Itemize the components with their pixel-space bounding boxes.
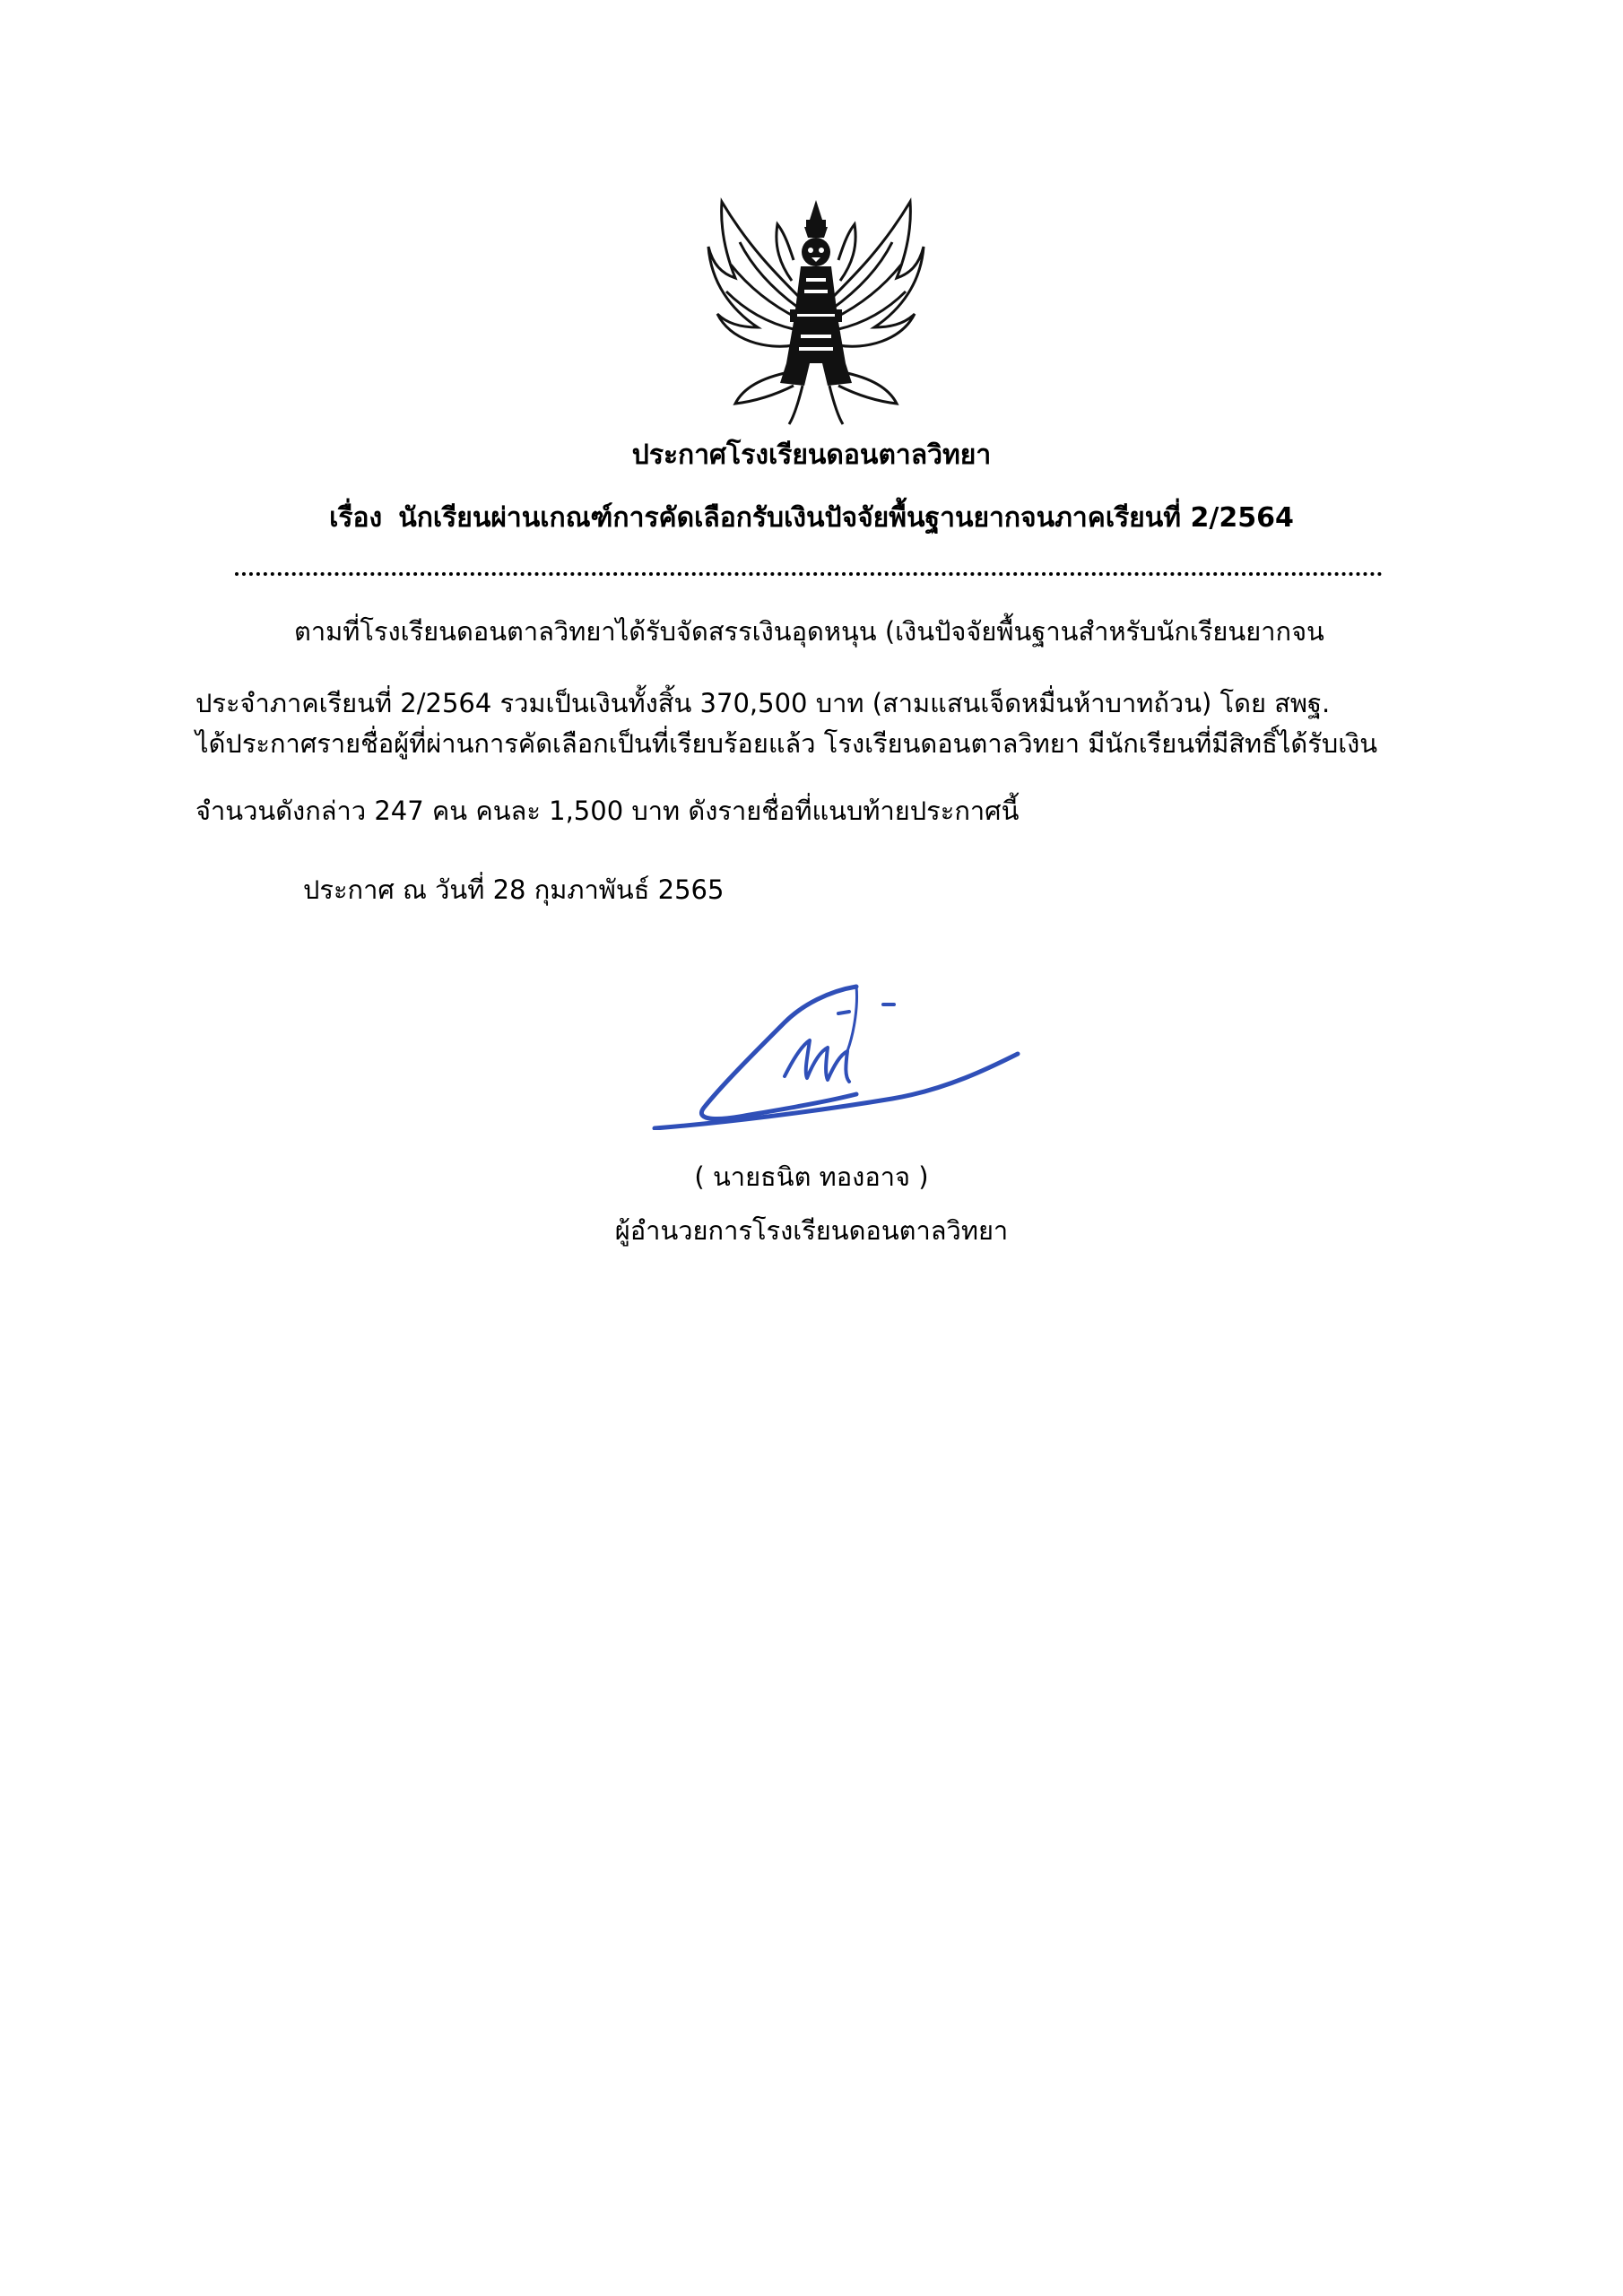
announcement-subject xyxy=(0,499,1623,538)
body-line-1: ตามที่โรงเรียนดอนตาลวิทยาได้รับจัดสรรเงินอุดหนุน (เงินปัจจัยพื้นฐานสำหรับนักเรียนยากจน xyxy=(294,616,1324,647)
subject-text: นักเรียนผ่านเกณฑ์การคัดเลือกรับเงินปัจจัยพื้นฐานยากจนภาคเรียนที่ 2/2564 xyxy=(398,502,1294,534)
announcement-title: ประกาศโรงเรียนดอนตาลวิทยา xyxy=(631,439,992,471)
body-line-3: ได้ประกาศรายชื่อผู้ที่ผ่านการคัดเลือกเป็นที่เรียบร้อยแล้ว โรงเรียนดอนตาลวิทยา มีนักเรียนที่มีสิทธิ์ได้รับเงิน xyxy=(195,728,1378,759)
body-line-4: จำนวนดังกล่าว 247 คน คนละ 1,500 บาท ดังรายชื่อที่แนบท้ายประกาศนี้ xyxy=(195,796,1020,826)
announcement-date: ประกาศ ณ วันที่ 28 กุมภาพันธ์ 2565 xyxy=(303,874,725,905)
signature-image xyxy=(650,969,1027,1130)
body-line-2: ประจำภาคเรียนที่ 2/2564 รวมเป็นเงินทั้งสิ้น 370,500 บาท (สามแสนเจ็ดหมื่นห้าบาทถ้วน) โดย สพฐ. xyxy=(195,688,1331,718)
garuda-emblem-icon xyxy=(704,193,928,426)
subject-prefix: เรื่อง xyxy=(329,502,383,534)
signer-name: ( นายธนิต ทองอาจ ) xyxy=(694,1161,929,1192)
dotted-separator xyxy=(235,556,1383,576)
signer-position: ผู้อำนวยการโรงเรียนดอนตาลวิทยา xyxy=(614,1215,1009,1246)
